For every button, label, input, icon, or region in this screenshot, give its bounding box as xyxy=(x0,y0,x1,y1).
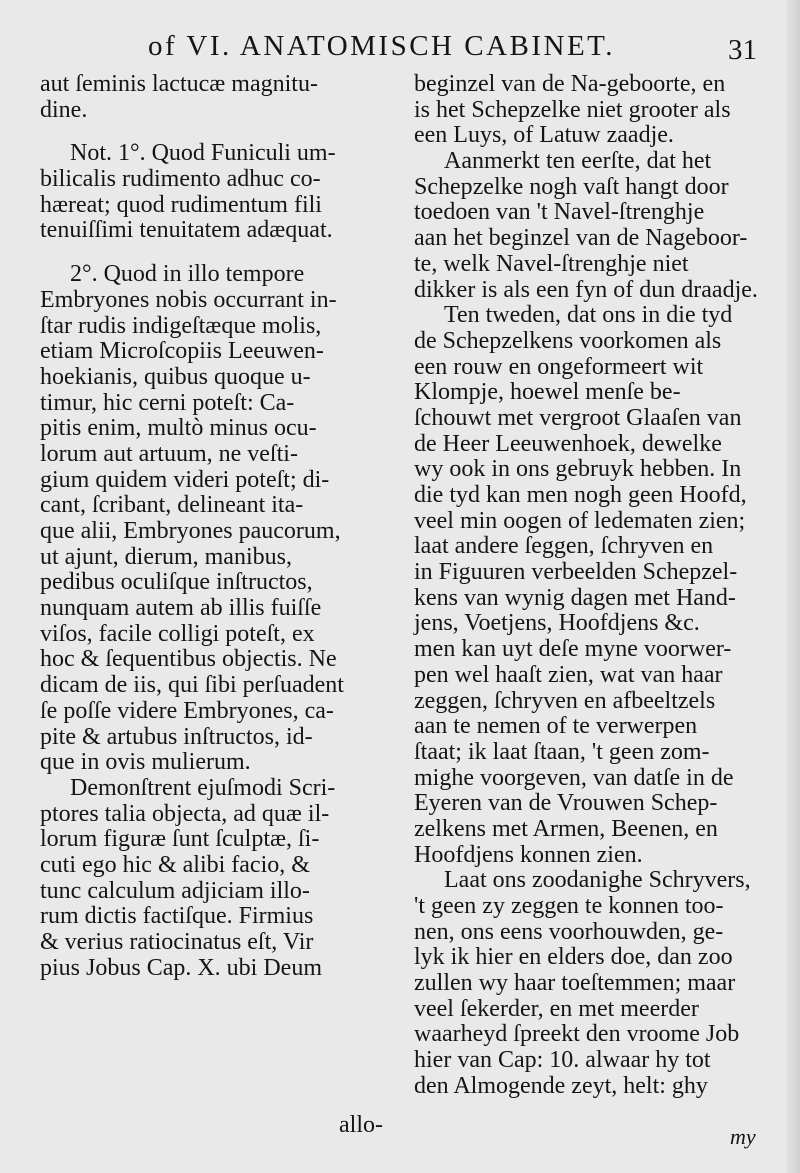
text-line: is het Schepzelke niet grooter als xyxy=(414,96,731,123)
text-line: ſe poſſe videre Embryones, ca- xyxy=(40,697,334,724)
text-line: hæreat; quod rudimentum fili xyxy=(40,191,322,218)
text-line: veel ſekerder, en met meerder xyxy=(414,995,699,1022)
text-line: ſchouwt met vergroot Glaaſen van xyxy=(414,404,742,431)
text-line: rum dictis factiſque. Firmius xyxy=(40,903,314,930)
text-line: kens van wynig dagen met Hand- xyxy=(414,584,736,611)
text-line: ut ajunt, dierum, manibus, xyxy=(40,543,292,570)
text-line: die tyd kan men nogh geen Hoofd, xyxy=(414,482,747,508)
text-line: ſtaat; ik laat ſtaan, 't geen zom- xyxy=(414,738,710,765)
text-line: toedoen van 't Navel-ſtrenghje xyxy=(414,199,705,226)
text-line: zelkens met Armen, Beenen, en xyxy=(414,815,718,842)
text-line: hoc & ſequentibus objectis. Ne xyxy=(40,646,337,673)
text-line: Embryones nobis occurrant in- xyxy=(40,286,337,313)
text-line: waarheyd ſpreekt den vroome Job xyxy=(414,1021,740,1048)
text-line: pite & artubus inſtructos, id- xyxy=(40,723,313,750)
text-line: men kan uyt deſe myne voorwer- xyxy=(414,636,732,663)
text-line: nunquam autem ab illis fuiſſe xyxy=(40,595,322,622)
text-line: dicam de iis, qui ſibi perſuadent xyxy=(40,672,344,699)
text-line: & verius ratiocinatus eſt, Vir xyxy=(40,929,314,955)
text-line: dikker is als een fyn of dun draadje. xyxy=(414,276,758,303)
text-line: jens, Voetjens, Hoofdjens &c. xyxy=(414,610,700,637)
text-line: que alii, Embryones paucorum, xyxy=(40,518,341,544)
text-line: pitis enim, multò minus ocu- xyxy=(40,415,317,442)
text-line: hoekianis, quibus quoque u- xyxy=(40,363,311,390)
text-line: cuti ego hic & alibi facio, & xyxy=(40,851,310,878)
text-line: Schepzelke nogh vaſt hangt door xyxy=(414,173,729,200)
text-line: Not. 1°. Quod Funiculi um- xyxy=(70,140,336,167)
text-line: een rouw en ongeformeert wit xyxy=(414,353,704,380)
text-line: 't geen zy zeggen te konnen too- xyxy=(414,893,724,919)
page-edge-shadow xyxy=(786,0,800,1173)
text-line: tunc calculum adjiciam illo- xyxy=(40,877,310,904)
text-line: wy ook in ons gebruyk hebben. In xyxy=(414,456,742,483)
page-number: 31 xyxy=(728,34,757,66)
text-line: Klompje, hoewel menſe be- xyxy=(414,379,681,406)
text-line: een Luys, of Latuw zaadje. xyxy=(414,122,674,149)
text-line: dine. xyxy=(40,96,88,123)
text-line: den Almogende zeyt, helt: ghy xyxy=(414,1072,708,1099)
text-line: viſos, facile colligi poteſt, ex xyxy=(40,620,315,647)
latin-catchword: allo- xyxy=(339,1112,383,1138)
text-line: que in ovis mulierum. xyxy=(40,749,251,776)
dutch-text-column xyxy=(414,72,774,1100)
running-head: of VI. ANATOMISCH CABINET. xyxy=(148,30,615,62)
text-line: lorum figuræ ſunt ſculptæ, ſi- xyxy=(40,826,320,853)
text-line: hier van Cap: 10. alwaar hy tot xyxy=(414,1047,711,1074)
text-line: bilicalis rudimento adhuc co- xyxy=(40,166,321,193)
text-line: Hoofdjens konnen zien. xyxy=(414,841,643,868)
text-line: gium quidem videri poteſt; di- xyxy=(40,466,330,493)
text-line: lyk ik hier en elders doe, dan zoo xyxy=(414,944,733,971)
text-line: mighe voorgeven, van datſe in de xyxy=(414,764,734,791)
text-line: pen wel haaſt zien, wat van haar xyxy=(414,661,723,688)
text-line: ptores talia objecta, ad quæ il- xyxy=(40,800,330,827)
text-line: Eyeren van de Vrouwen Schep- xyxy=(414,790,718,817)
latin-text-column xyxy=(40,72,392,981)
text-line: Laat ons zoodanighe Schryvers, xyxy=(444,867,751,894)
text-line: veel min oogen of ledematen zien; xyxy=(414,507,746,534)
text-line: etiam Microſcopiis Leeuwen- xyxy=(40,338,324,365)
text-line xyxy=(40,244,392,262)
text-line: aut ſeminis lactucæ magnitu- xyxy=(40,71,318,97)
text-line: nen, ons eens voorhouwden, ge- xyxy=(414,918,724,945)
dutch-catchword: my xyxy=(730,1124,756,1149)
text-line: zullen wy haar toeſtemmen; maar xyxy=(414,970,736,997)
text-line: te, welk Navel-ſtrenghje niet xyxy=(414,250,689,277)
text-line: Aanmerkt ten eerſte, dat het xyxy=(444,148,712,175)
text-line: tenuiſſimi tenuitatem adæquat. xyxy=(40,217,333,244)
text-line: de Schepzelkens voorkomen als xyxy=(414,327,722,354)
text-line xyxy=(40,123,392,141)
text-line: aan het beginzel van de Nageboor- xyxy=(414,225,748,252)
text-line: Ten tweden, dat ons in die tyd xyxy=(444,302,733,329)
text-line: cant, ſcribant, delineant ita- xyxy=(40,492,304,519)
text-line: pius Jobus Cap. X. ubi Deum xyxy=(40,954,322,981)
text-line: pedibus oculiſque inſtructos, xyxy=(40,569,313,596)
text-line: zeggen, ſchryven en afbeeltzels xyxy=(414,687,716,714)
text-line: beginzel van de Na-geboorte, en xyxy=(414,71,726,97)
text-line: ſtar rudis indigeſtæque molis, xyxy=(40,312,322,339)
text-line: 2°. Quod in illo tempore xyxy=(70,261,305,288)
text-line: in Figuuren verbeelden Schepzel- xyxy=(414,559,738,586)
text-line: aan te nemen of te verwerpen xyxy=(414,713,698,740)
text-line: timur, hic cerni poteſt: Ca- xyxy=(40,389,295,416)
text-line: de Heer Leeuwenhoek, dewelke xyxy=(414,430,722,457)
text-line: laat andere ſeggen, ſchryven en xyxy=(414,533,714,560)
text-line: lorum aut artuum, ne veſti- xyxy=(40,440,298,467)
text-line: Demonſtrent ejuſmodi Scri- xyxy=(70,774,336,801)
